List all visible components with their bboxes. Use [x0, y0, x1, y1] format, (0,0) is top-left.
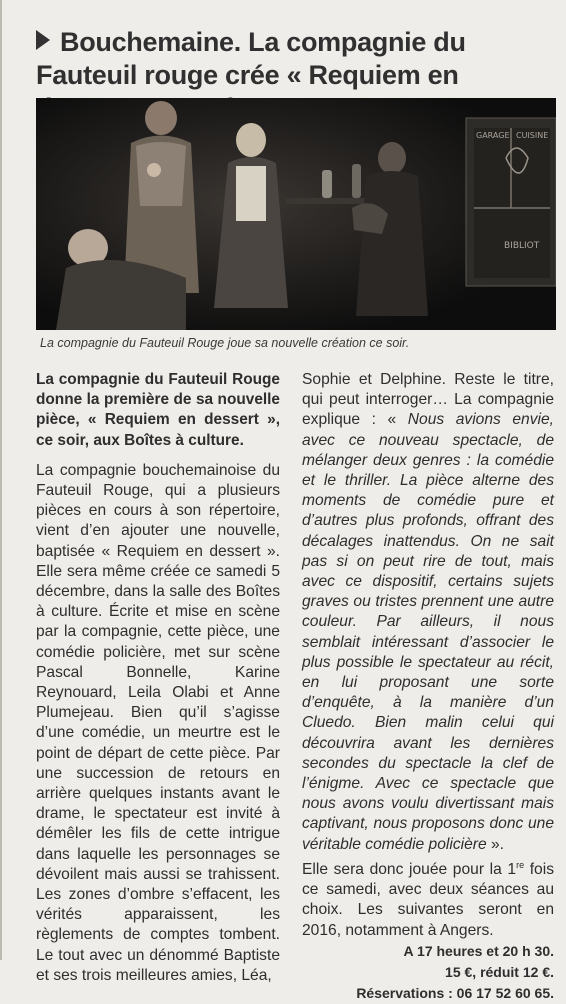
body-intro: Sophie et Delphine. Reste le titre, qui peut interroger… La compagnie explique : «: [302, 371, 554, 429]
article-column-1: [36, 370, 280, 986]
board-label-bibliot: BIBLIOT: [504, 241, 540, 251]
body-paragraph-1: La compagnie bouchemainoise du Fauteuil Rouge, qui a plusieurs pièces en cours à son répertoire, vient d’en ajouter une nouvelle, baptisée « Requiem en dessert ». Elle sera même créée ce samedi 5 décembre, dans la salle des Boîtes à culture. Écrite et mise en scène par la compagnie, cette pièce, une comédie policière, met sur scène Pascal Bonnelle, Karine Reynouard, Leila Olabi et Anne Plumejeau. Bien qu’il s’agisse d’une comédie, un meurtre est le point de départ de cette pièce. Par une succession de retours en arrière quelques instants avant le drame, le spectateur est invité à démêler les fils de cette intrigue dans laquelle les personnages se dévoilent mais aussi se trahissent. Les zones d’ombre s’effacent, les vérités apparaissent, les règlements de comptes tombent. Le tout avec un dénommé Baptiste et ses trois meilleures amies, Léa,: [36, 461, 280, 984]
headline-text: Bouchemaine. La compagnie du Fauteuil rouge crée « Requiem en: [36, 27, 466, 90]
quote-close: ».: [486, 835, 504, 853]
body-paragraph-3: [302, 855, 554, 941]
article-column-2: [302, 370, 554, 1004]
practical-info: [302, 941, 554, 1004]
info-times: A 17 heures et 20 h 30.: [403, 942, 554, 959]
stage-photo-illustration: [36, 98, 556, 330]
info-prices: 15 €, réduit 12 €.: [445, 963, 554, 980]
outro-sup: re: [516, 859, 525, 870]
board-label-cuisine: CUISINE: [516, 131, 549, 140]
company-quote: Nous avions envie, avec ce nouveau spectacle, de mélanger deux genres : la comédie et le thriller. La pièce alterne des moments de comédie pure et d’autres plus profonds, offrant des décalages inattendus. On ne sait pas si on peut rire de tout, mais avec ce dispositif, certains sujets graves ou tristes prennent une autre couleur. Par ailleurs, il nous semblait intéressant d’associer le plus possible le spectateur au récit, en lui proposant une sorte d’enquête, à la manière d’un Cluedo. Bien malin celui qui découvrira avant les dernières secondes du spectacle la clef de l’énigme. Avec ce spectacle que nous avons voulu divertissant mais captivant, nous proposons donc une véritable comédie policière: [302, 411, 554, 853]
body-paragraph-2: [302, 370, 554, 855]
board-label-garage: GARAGE: [476, 131, 510, 140]
triangle-bullet-icon: [36, 30, 50, 50]
outro-b: fois ce samedi, avec deux séances au choix. Les suivantes seront en 2016, notamment à Angers.: [302, 861, 554, 939]
article-lead: La compagnie du Fauteuil Rouge donne la première de sa nouvelle pièce, « Requiem en dessert », ce soir, aux Boîtes à culture.: [36, 371, 280, 449]
outro-a: Elle sera donc jouée pour la 1: [302, 861, 517, 879]
photo-caption: La compagnie du Fauteuil Rouge joue sa nouvelle création ce soir.: [40, 336, 410, 350]
info-reservations: Réservations : 06 17 52 60 65.: [356, 984, 554, 1001]
article-photo: [36, 98, 556, 330]
